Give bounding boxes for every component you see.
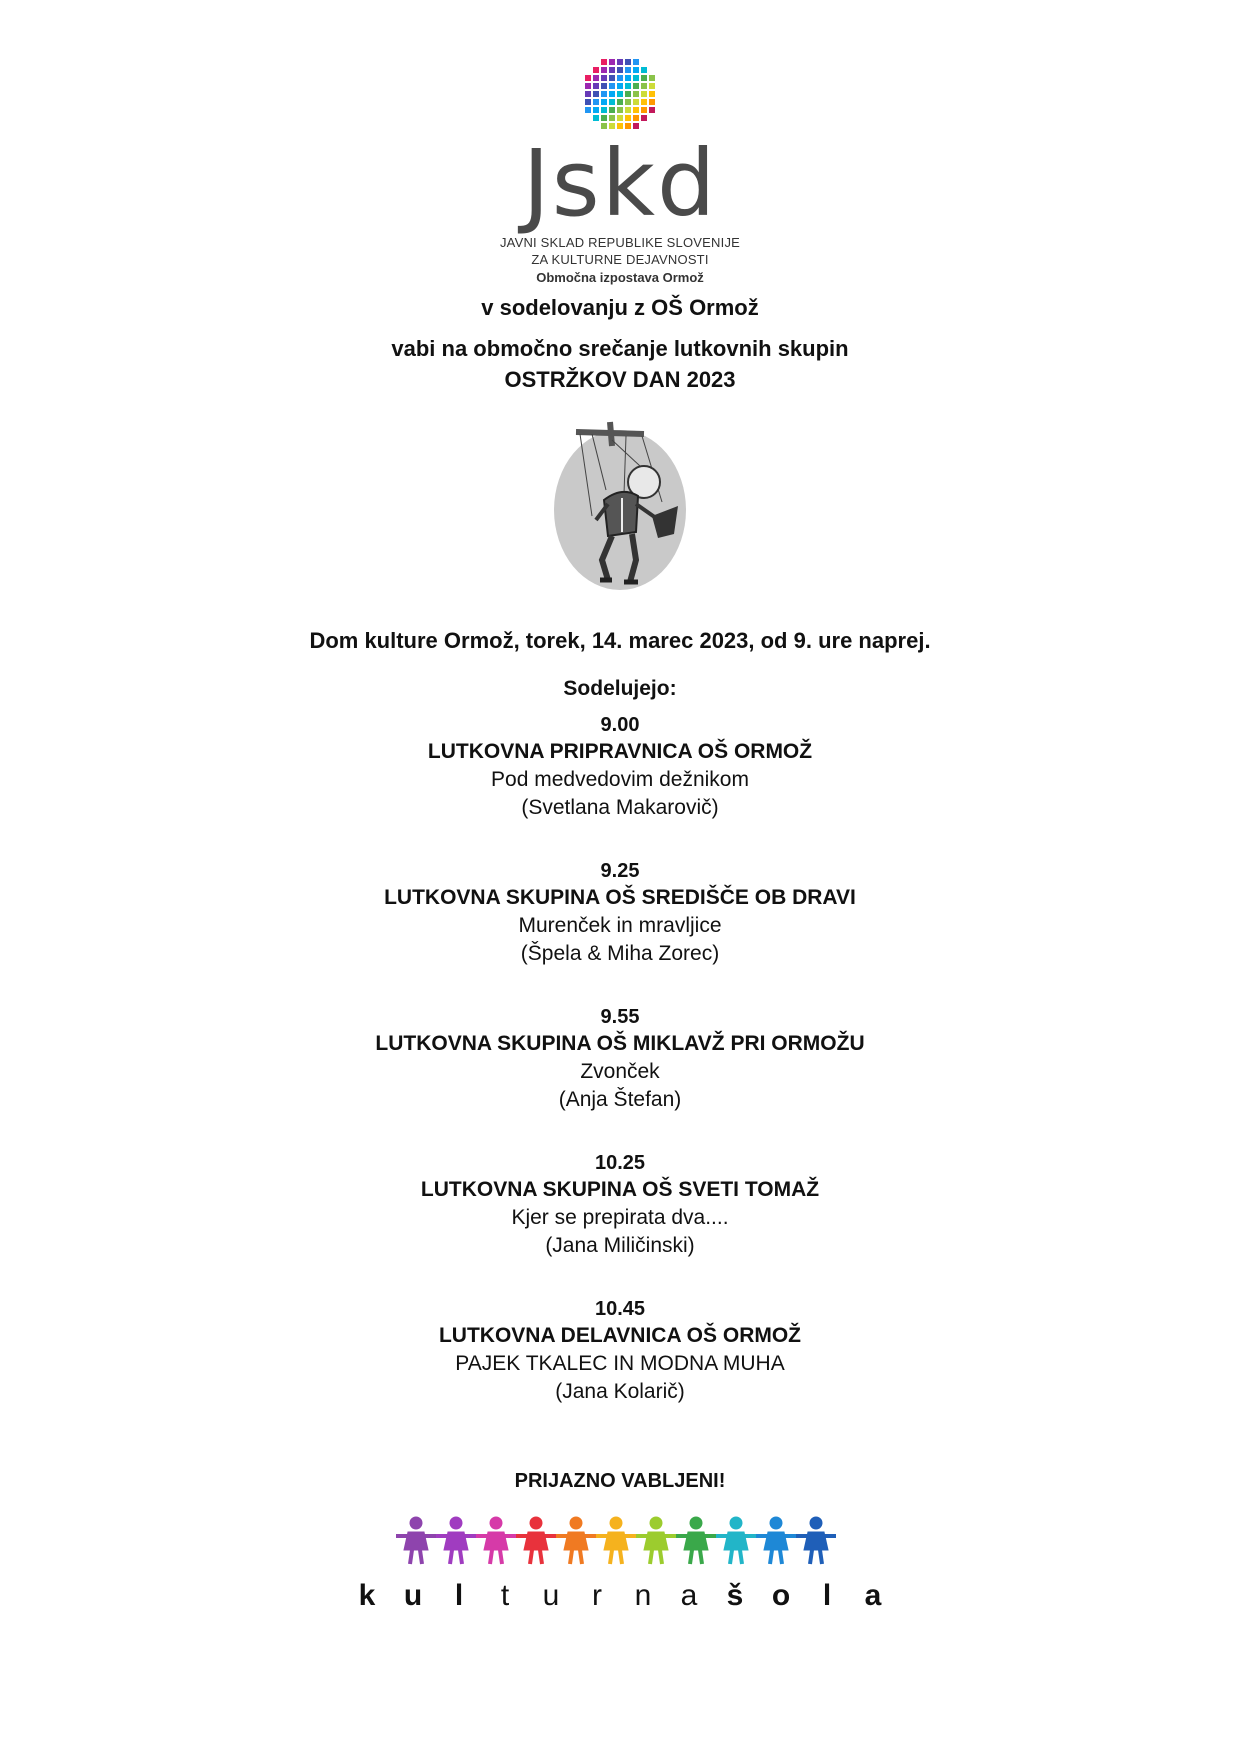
wordmark-letter: o [771, 1579, 791, 1612]
program-author: (Špela & Miha Zorec) [520, 942, 720, 965]
marionette-picture [552, 420, 688, 592]
child-figure-icon [436, 1517, 476, 1564]
jskd-logo-word: Jskd [522, 130, 718, 237]
program-title: Murenček in mravljice [518, 914, 722, 937]
wordmark-letter: u [542, 1579, 560, 1612]
program-group: LUTKOVNA PRIPRAVNICA OŠ ORMOŽ [427, 740, 813, 763]
child-figure-icon [556, 1517, 596, 1564]
child-figure-icon [516, 1517, 556, 1564]
child-figure-icon [676, 1517, 716, 1564]
intro-invitation: vabi na območno srečanje lutkovnih skupin [391, 336, 849, 361]
wordmark-letter: l [822, 1579, 832, 1612]
child-figure-icon [396, 1517, 436, 1564]
program-time: 10.25 [594, 1152, 646, 1174]
jskd-office: Območna izpostava Ormož [536, 270, 704, 285]
event-venue-date: Dom kulture Ormož, torek, 14. marec 2023, od 9. ure naprej. [309, 628, 931, 653]
program-title: PAJEK TKALEC IN MODNA MUHA [455, 1352, 785, 1375]
child-figure-icon [756, 1517, 796, 1564]
program-item [0, 1004, 1240, 1114]
child-figure-icon [636, 1517, 676, 1564]
wordmark-letter: r [592, 1579, 602, 1612]
participants-heading: Sodelujejo: [563, 677, 677, 700]
program-time: 9.00 [600, 714, 640, 736]
program-title: Zvonček [580, 1060, 660, 1083]
marionette-illustration [0, 420, 1240, 597]
program-group: LUTKOVNA DELAVNICA OŠ ORMOŽ [438, 1324, 802, 1347]
program-list [0, 712, 1240, 1442]
kulturna-sola-wordmark [0, 1579, 1240, 1613]
wordmark-letter: u [403, 1579, 423, 1612]
program-item [0, 858, 1240, 968]
intro-cooperation: v sodelovanju z OŠ Ormož [481, 295, 759, 320]
program-author: (Jana Miličinski) [545, 1234, 695, 1257]
wordmark-letter: l [454, 1579, 464, 1612]
wordmark-letter: t [500, 1579, 510, 1612]
child-figure-icon [716, 1517, 756, 1564]
wordmark-letter: a [864, 1579, 882, 1612]
program-title: Kjer se prepirata dva.... [511, 1206, 729, 1229]
kulturna-sola-logo [0, 1516, 1240, 1613]
wordmark-letter: a [680, 1579, 698, 1612]
program-item [0, 1150, 1240, 1260]
closing-invitation: PRIJAZNO VABLJENI! [514, 1470, 726, 1492]
program-time: 10.45 [594, 1298, 646, 1320]
event-title: OSTRŽKOV DAN 2023 [504, 367, 736, 392]
program-author: (Svetlana Makarovič) [521, 796, 719, 819]
program-group: LUTKOVNA SKUPINA OŠ MIKLAVŽ PRI ORMOŽU [375, 1032, 865, 1055]
program-item [0, 712, 1240, 822]
wordmark-letter: k [358, 1579, 376, 1612]
program-time: 9.25 [600, 860, 640, 882]
program-group: LUTKOVNA SKUPINA OŠ SREDIŠČE OB DRAVI [384, 886, 856, 909]
children-chain-icon [390, 1516, 850, 1566]
child-figure-icon [476, 1517, 516, 1564]
wordmark-letter: n [634, 1579, 652, 1612]
wordmark-letter: š [726, 1579, 744, 1612]
program-item [0, 1296, 1240, 1406]
program-author: (Jana Kolarič) [555, 1380, 685, 1403]
child-figure-icon [596, 1517, 636, 1564]
jskd-full-name-line1: JAVNI SKLAD REPUBLIKE SLOVENIJE [499, 235, 741, 250]
program-title: Pod medvedovim dežnikom [491, 768, 749, 791]
program-author: (Anja Štefan) [558, 1088, 682, 1111]
jskd-logo [0, 58, 1240, 285]
program-group: LUTKOVNA SKUPINA OŠ SVETI TOMAŽ [420, 1178, 820, 1201]
jskd-pixel-circle-logo [584, 58, 656, 130]
jskd-full-name-line2: ZA KULTURNE DEJAVNOSTI [531, 252, 709, 267]
program-time: 9.55 [600, 1006, 640, 1028]
child-figure-icon [796, 1517, 836, 1564]
